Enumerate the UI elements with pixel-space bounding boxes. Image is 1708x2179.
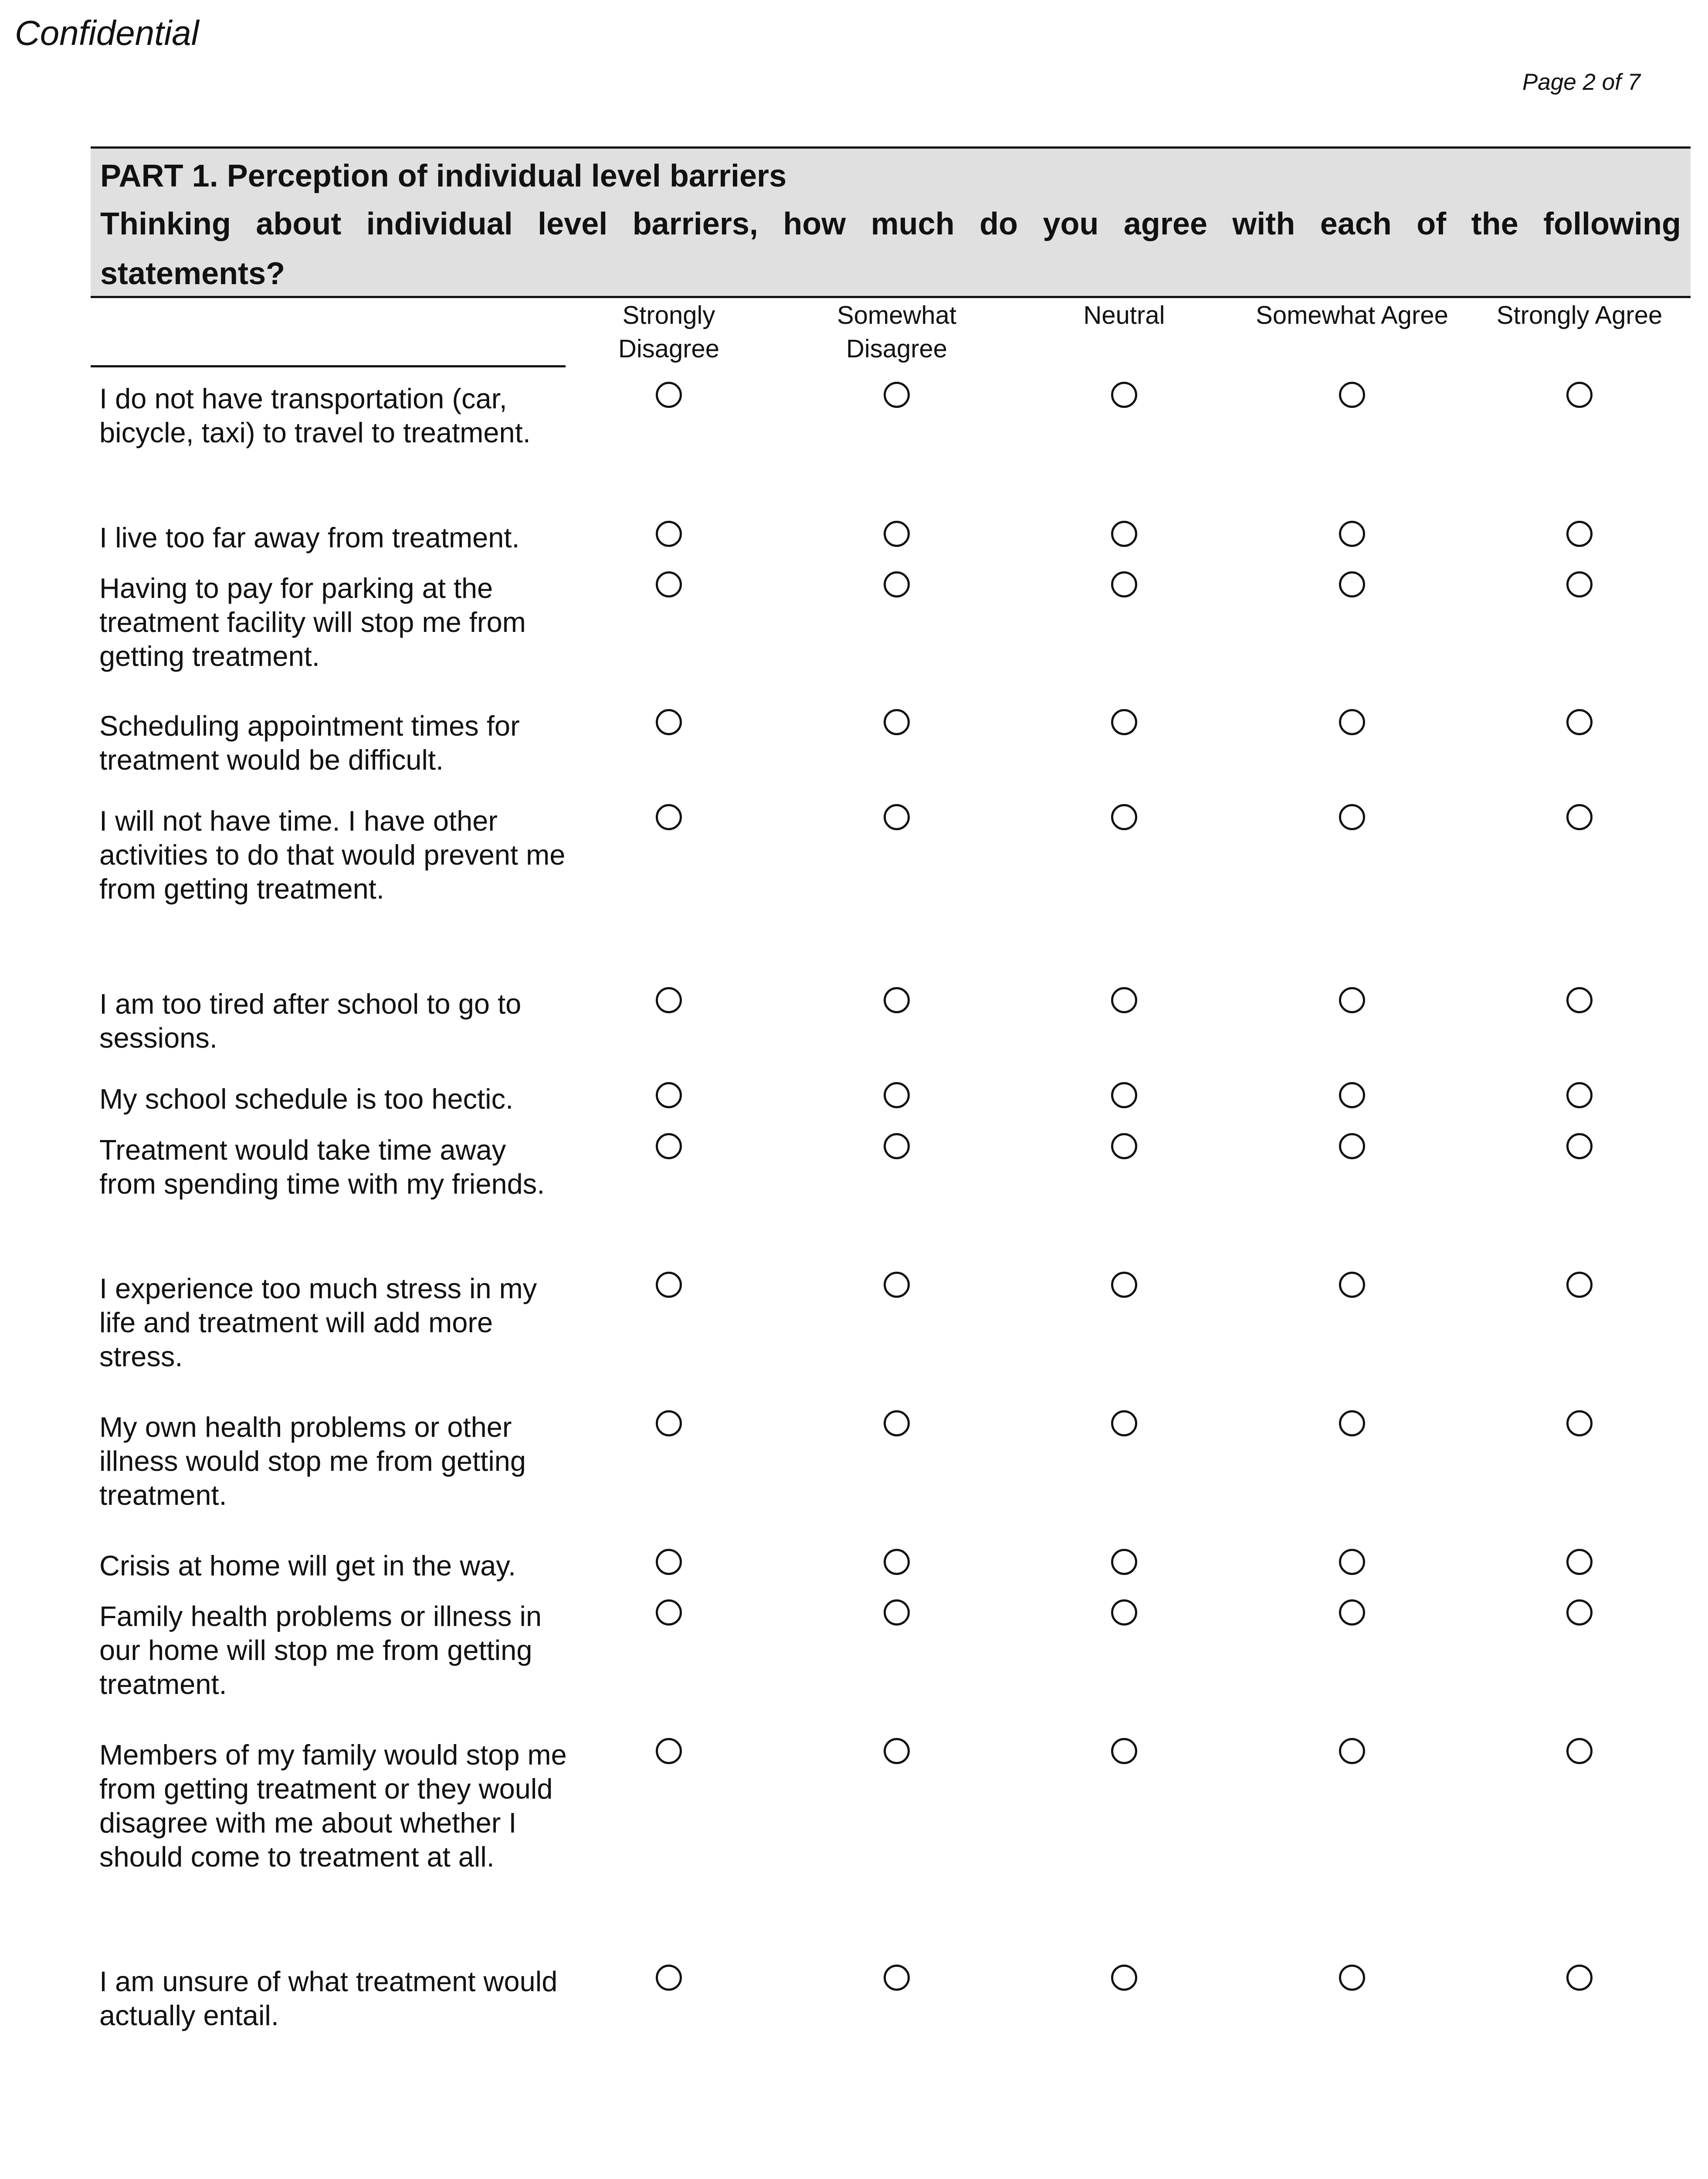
radio-somewhat-disagree[interactable] bbox=[884, 987, 910, 1013]
radio-strongly-disagree[interactable] bbox=[656, 1965, 682, 1991]
radio-somewhat-agree[interactable] bbox=[1339, 1272, 1365, 1298]
radio-strongly-agree[interactable] bbox=[1566, 1410, 1593, 1436]
radio-strongly-agree[interactable] bbox=[1566, 1738, 1593, 1764]
radio-somewhat-agree[interactable] bbox=[1339, 1965, 1365, 1991]
radio-somewhat-disagree[interactable] bbox=[884, 1965, 910, 1991]
radio-strongly-disagree[interactable] bbox=[656, 709, 682, 735]
radio-strongly-disagree[interactable] bbox=[656, 804, 682, 830]
column-header-strongly-agree: Strongly Agree bbox=[1496, 301, 1663, 329]
radio-neutral[interactable] bbox=[1111, 1599, 1137, 1626]
radio-strongly-disagree[interactable] bbox=[656, 1549, 682, 1575]
radio-neutral[interactable] bbox=[1111, 521, 1137, 547]
radio-strongly-agree[interactable] bbox=[1566, 521, 1593, 547]
question-label: I am unsure of what treatment would actually entail. bbox=[99, 1965, 558, 2031]
column-header-somewhat-disagree: Somewhat Disagree bbox=[837, 301, 957, 363]
question-label: I live too far away from treatment. bbox=[99, 522, 520, 553]
radio-somewhat-disagree[interactable] bbox=[884, 1599, 910, 1626]
question-label: Treatment would take time away from spending time with my friends. bbox=[99, 1134, 545, 1200]
question-label: Having to pay for parking at the treatment facility will stop me from getting treatment. bbox=[99, 572, 526, 672]
radio-somewhat-agree[interactable] bbox=[1339, 1549, 1365, 1575]
radio-somewhat-disagree[interactable] bbox=[884, 382, 910, 408]
section-question: Thinking about individual level barriers, how much do you agree with each of the following statements? bbox=[100, 207, 1681, 291]
radio-somewhat-disagree[interactable] bbox=[884, 1272, 910, 1298]
question-label: I do not have transportation (car, bicycle, taxi) to travel to treatment. bbox=[99, 383, 531, 448]
radio-somewhat-agree[interactable] bbox=[1339, 1082, 1365, 1108]
radio-somewhat-agree[interactable] bbox=[1339, 709, 1365, 735]
radio-somewhat-disagree[interactable] bbox=[884, 709, 910, 735]
radio-somewhat-agree[interactable] bbox=[1339, 1410, 1365, 1436]
radio-somewhat-disagree[interactable] bbox=[884, 804, 910, 830]
radio-strongly-disagree[interactable] bbox=[656, 987, 682, 1013]
question-label: My school schedule is too hectic. bbox=[99, 1083, 514, 1115]
radio-neutral[interactable] bbox=[1111, 987, 1137, 1013]
question-label: I will not have time. I have other activities to do that would prevent me from getting treatment. bbox=[99, 805, 566, 905]
radio-strongly-agree[interactable] bbox=[1566, 382, 1593, 408]
radio-strongly-agree[interactable] bbox=[1566, 1272, 1593, 1298]
radio-strongly-disagree[interactable] bbox=[656, 571, 682, 597]
question-label: I experience too much stress in my life and treatment will add more stress. bbox=[99, 1273, 537, 1372]
radio-strongly-disagree[interactable] bbox=[656, 1082, 682, 1108]
radio-somewhat-agree[interactable] bbox=[1339, 987, 1365, 1013]
question-label: I am too tired after school to go to sessions. bbox=[99, 988, 522, 1054]
radio-strongly-agree[interactable] bbox=[1566, 804, 1593, 830]
radio-strongly-disagree[interactable] bbox=[656, 521, 682, 547]
radio-somewhat-agree[interactable] bbox=[1339, 804, 1365, 830]
radio-neutral[interactable] bbox=[1111, 709, 1137, 735]
radio-strongly-agree[interactable] bbox=[1566, 1965, 1593, 1991]
radio-neutral[interactable] bbox=[1111, 804, 1137, 830]
radio-strongly-agree[interactable] bbox=[1566, 1599, 1593, 1626]
radio-strongly-agree[interactable] bbox=[1566, 987, 1593, 1013]
radio-somewhat-agree[interactable] bbox=[1339, 571, 1365, 597]
radio-strongly-agree[interactable] bbox=[1566, 1082, 1593, 1108]
question-label: My own health problems or other illness would stop me from getting treatment. bbox=[99, 1411, 526, 1511]
radio-neutral[interactable] bbox=[1111, 1272, 1137, 1298]
column-header-somewhat-agree: Somewhat Agree bbox=[1256, 301, 1448, 329]
column-header-neutral: Neutral bbox=[1083, 301, 1165, 329]
radio-neutral[interactable] bbox=[1111, 1082, 1137, 1108]
question-label: Scheduling appointment times for treatment would be difficult. bbox=[99, 710, 520, 776]
radio-somewhat-disagree[interactable] bbox=[884, 521, 910, 547]
radio-neutral[interactable] bbox=[1111, 382, 1137, 408]
radio-somewhat-disagree[interactable] bbox=[884, 1082, 910, 1108]
page-number: Page 2 of 7 bbox=[1522, 69, 1640, 95]
radio-somewhat-disagree[interactable] bbox=[884, 1133, 910, 1159]
radio-neutral[interactable] bbox=[1111, 1133, 1137, 1159]
radio-somewhat-agree[interactable] bbox=[1339, 1133, 1365, 1159]
radio-strongly-disagree[interactable] bbox=[656, 1410, 682, 1436]
radio-somewhat-disagree[interactable] bbox=[884, 1738, 910, 1764]
radio-neutral[interactable] bbox=[1111, 571, 1137, 597]
radio-somewhat-disagree[interactable] bbox=[884, 1410, 910, 1436]
radio-somewhat-agree[interactable] bbox=[1339, 382, 1365, 408]
question-label: Members of my family would stop me from getting treatment or they would disagree with me about whether I should come to treatment at all. bbox=[99, 1739, 567, 1873]
radio-somewhat-agree[interactable] bbox=[1339, 1599, 1365, 1626]
column-header-strongly-disagree: Strongly Disagree bbox=[618, 301, 720, 363]
radio-strongly-agree[interactable] bbox=[1566, 571, 1593, 597]
confidential-label: Confidential bbox=[15, 14, 199, 52]
radio-strongly-agree[interactable] bbox=[1566, 709, 1593, 735]
radio-somewhat-disagree[interactable] bbox=[884, 571, 910, 597]
radio-somewhat-agree[interactable] bbox=[1339, 1738, 1365, 1764]
radio-strongly-disagree[interactable] bbox=[656, 382, 682, 408]
header-divider bbox=[91, 365, 566, 367]
radio-somewhat-agree[interactable] bbox=[1339, 521, 1365, 547]
radio-neutral[interactable] bbox=[1111, 1410, 1137, 1436]
question-label: Crisis at home will get in the way. bbox=[99, 1550, 516, 1582]
radio-strongly-disagree[interactable] bbox=[656, 1738, 682, 1764]
radio-neutral[interactable] bbox=[1111, 1549, 1137, 1575]
radio-strongly-agree[interactable] bbox=[1566, 1549, 1593, 1575]
radio-strongly-disagree[interactable] bbox=[656, 1272, 682, 1298]
radio-somewhat-disagree[interactable] bbox=[884, 1549, 910, 1575]
radio-strongly-disagree[interactable] bbox=[656, 1133, 682, 1159]
radio-strongly-agree[interactable] bbox=[1566, 1133, 1593, 1159]
section-header bbox=[91, 146, 1691, 298]
radio-neutral[interactable] bbox=[1111, 1738, 1137, 1764]
question-label: Family health problems or illness in our home will stop me from getting treatment. bbox=[99, 1600, 542, 1700]
radio-strongly-disagree[interactable] bbox=[656, 1599, 682, 1626]
radio-neutral[interactable] bbox=[1111, 1965, 1137, 1991]
section-title: PART 1. Perception of individual level barriers bbox=[100, 159, 787, 193]
